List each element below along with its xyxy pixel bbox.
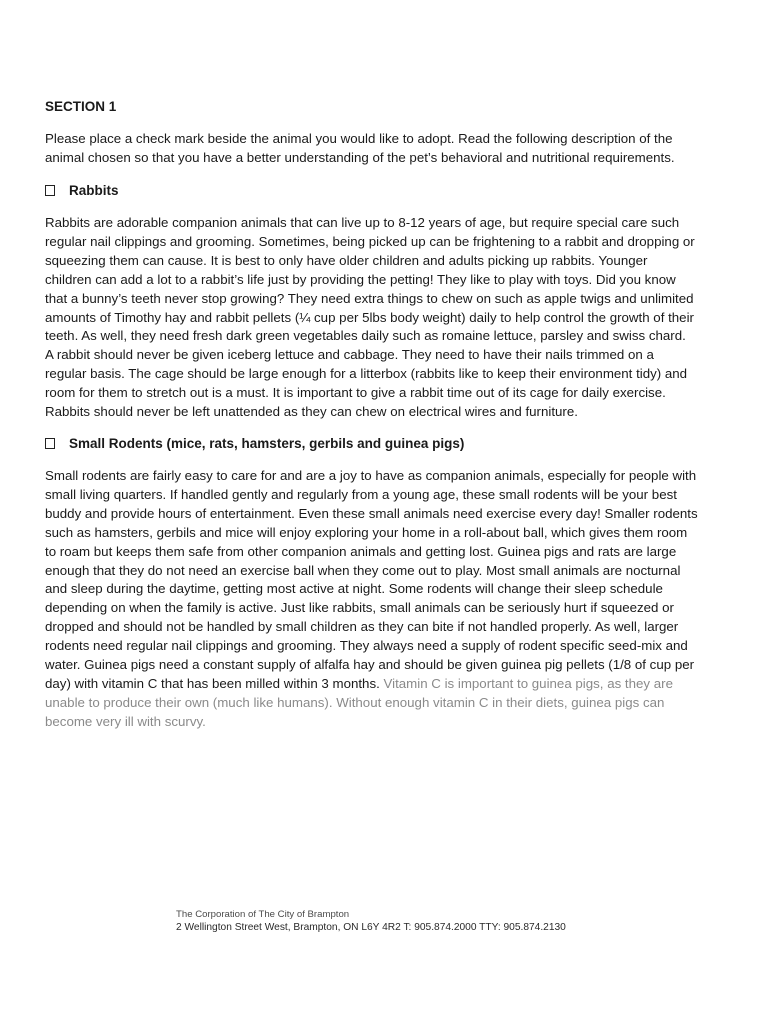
rabbits-line: room for them to stretch out is a must. It is important to give a rabbit time out of its cage for daily exercise. bbox=[45, 385, 666, 401]
rodents-line: rodents need regular nail clippings and grooming. They always need a supply of rodent specific seed-mix and bbox=[45, 638, 688, 654]
section-title: SECTION 1 bbox=[45, 99, 117, 114]
rodents-line: Small rodents are fairly easy to care for and are a joy to have as companion animals, especially for people with bbox=[45, 468, 697, 483]
rodents-line: small living quarters. If handled gently and regularly from a young age, these small rodents will be your best bbox=[45, 486, 677, 502]
rodents-line: depending on when the family is active. Just like rabbits, small animals can be seriously hurt if squeezed or bbox=[45, 600, 674, 616]
rodents-option[interactable] bbox=[45, 434, 464, 453]
rabbits-line: A rabbit should never be given iceberg lettuce and cabbage. They need to have their nails trimmed on a bbox=[45, 347, 654, 363]
rabbits-description bbox=[45, 214, 735, 422]
rabbits-option[interactable] bbox=[45, 181, 119, 200]
rabbits-heading: Rabbits bbox=[69, 183, 119, 198]
rabbits-line: children can add a lot to a rabbit’s life just by providing the petting! They like to play with toys. Did you know bbox=[45, 271, 676, 287]
vitamin-c-note-line: become very ill with scurvy. bbox=[45, 713, 206, 729]
rabbits-line: amounts of Timothy hay and rabbit pellets (¼ cup per 5lbs body weight) daily to help control the growth of their bbox=[45, 309, 694, 325]
rabbits-line: Rabbits are adorable companion animals that can live up to 8-12 years of age, but require special care such bbox=[45, 215, 680, 230]
rabbits-line: Rabbits should never be left unattended as they can chew on electrical wires and furniture. bbox=[45, 404, 578, 420]
intro-line: animal chosen so that you have a better understanding of the pet’s behavioral and nutritional requirements. bbox=[45, 149, 675, 165]
rodents-heading: Small Rodents (mice, rats, hamsters, gerbils and guinea pigs) bbox=[69, 436, 465, 451]
intro-paragraph bbox=[45, 130, 735, 168]
rodents-line: buddy and provide hours of entertainment. Even these small animals need exercise every day! Smaller rodents bbox=[45, 505, 698, 521]
intro-line: Please place a check mark beside the animal you would like to adopt. Read the following description of the bbox=[45, 131, 673, 146]
rodents-line-dark-part: day) with vitamin C that has been milled within 3 months. bbox=[45, 675, 384, 691]
rodents-line: and sleep during the daytime, getting most active at night. Some rodents will change their sleep schedule bbox=[45, 581, 663, 597]
rabbits-line: squeezing them can cause. It is best to only have older children and adults picking up rabbits. Younger bbox=[45, 252, 648, 268]
rodents-line: water. Guinea pigs need a constant supply of alfalfa hay and should be given guinea pig pellets (1/8 of cup per bbox=[45, 657, 695, 673]
vitamin-c-note: Vitamin C is important to guinea pigs, as they are bbox=[383, 675, 673, 691]
rabbits-line: that a bunny’s teeth never stop growing? They need extra things to chew on such as apple twigs and unlimited bbox=[45, 290, 694, 306]
footer-address: 2 Wellington Street West, Brampton, ON L6Y 4R2 T: 905.874.2000 TTY: 905.874.2130 bbox=[176, 922, 566, 933]
rodents-line: enough that they do not need an exercise ball when they come out to play. Most small animals are nocturnal bbox=[45, 562, 681, 578]
rodents-line: to roam but keeps them safe from other companion animals and getting lost. Guinea pigs and rats are large bbox=[45, 543, 677, 559]
rabbits-line: regular basis. The cage should be large enough for a litterbox (rabbits like to keep their environment tidy) and bbox=[45, 366, 688, 382]
rabbits-line: teeth. As well, they need fresh dark green vegetables daily such as romaine lettuce, parsley and swiss chard. bbox=[45, 328, 686, 344]
rabbits-checkbox[interactable] bbox=[45, 185, 55, 196]
vitamin-c-note-line: unable to produce their own (much like humans). Without enough vitamin C in their diets, guinea pigs can bbox=[45, 694, 665, 710]
rabbits-line: regular nail clippings and grooming. Sometimes, being picked up can be frightening to a rabbit and dropping or bbox=[45, 233, 695, 249]
rodents-description bbox=[45, 467, 735, 732]
page-footer bbox=[176, 908, 566, 935]
rodents-mixed-line bbox=[45, 675, 735, 694]
footer-organization: The Corporation of The City of Brampton bbox=[176, 909, 350, 920]
rodents-line: such as hamsters, gerbils and mice will enjoy exploring your home in a roll-about ball, which gives them room bbox=[45, 524, 688, 540]
rodents-line: dropped and should not be handled by small children as they can bite if not handled properly. As well, larger bbox=[45, 619, 679, 635]
rodents-checkbox[interactable] bbox=[45, 438, 55, 449]
